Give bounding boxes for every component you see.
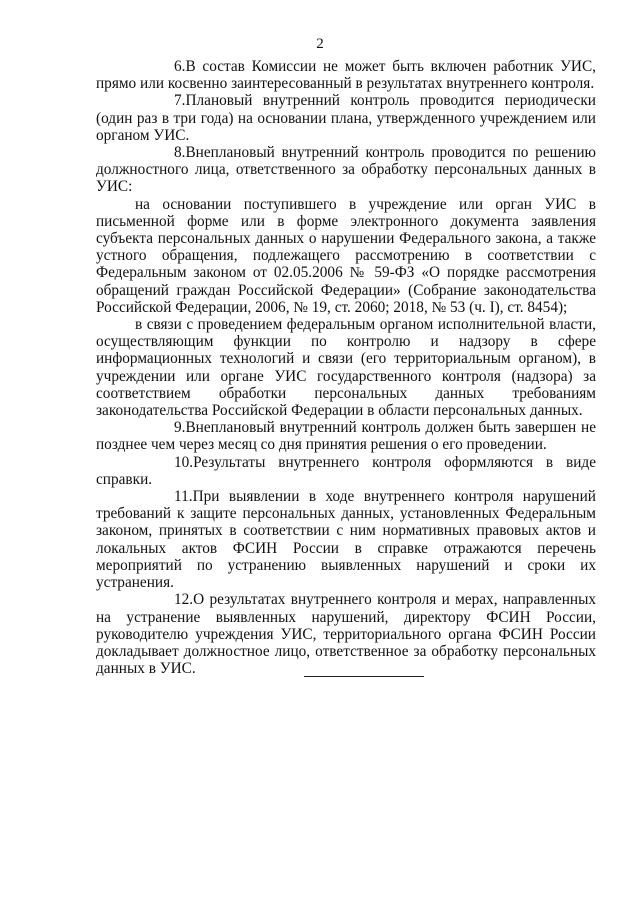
paragraph-number: 7. [174,92,186,110]
paragraph-number: 9. [174,419,186,437]
paragraph-12 [96,591,596,677]
closing-divider-line [304,676,424,677]
paragraph-number: 6. [174,58,186,75]
paragraph-8-item-2 [96,316,596,419]
paragraph-8-item-1 [96,196,596,316]
paragraph-text: на основании поступившего в учреждение или орган УИС в письменной форме или в форме электронного документа заявления субъекта персональных данных о нарушении Федерального закона, а также устного обращения, подлежащего рассмотрению в соответствии с Федеральным законом от 02.05.2006 № 59-ФЗ «О порядке рассмотрения обращений граждан Российской Федерации» (Собрание законодательства Российской Федерации, 2006, № 19, ст. 2060; 2018, № 53 (ч. I), ст. 8454); [96,195,596,316]
paragraph-number: 8. [174,144,186,162]
paragraph-text: Внеплановый внутренний контроль проводится по решению должностного лица, ответственного за обработку персональных данных в УИС: [96,144,596,196]
paragraph-8 [96,144,596,196]
paragraph-6 [96,58,596,92]
paragraph-text: В состав Комиссии не может быть включен работник УИС, прямо или косвенно заинтересованный в результатах внутреннего контроля. [96,58,596,93]
document-body [96,58,596,677]
paragraph-number: 10. [174,453,194,471]
page-number: 2 [316,36,324,52]
paragraph-7 [96,92,596,144]
paragraph-number: 12. [174,591,194,609]
paragraph-11 [96,488,596,591]
paragraph-10 [96,454,596,488]
paragraph-text: Результаты внутреннего контроля оформляются в виде справки. [96,453,596,488]
paragraph-9 [96,419,596,453]
paragraph-text: Плановый внутренний контроль проводится периодически (один раз в три года) на основании плана, утвержденного учреждением или органом УИС. [96,92,596,144]
paragraph-text: О результатах внутреннего контроля и мерах, направленных на устранение выявленных нарушений, директору ФСИН России, руководителю учреждения УИС, территориального органа ФСИН России докладывает должностное лицо, ответственное за обработку персональных данных в УИС. [96,591,596,678]
paragraph-text: в связи с проведением федеральным органом исполнительной власти, осуществляющим функции по контролю и надзору в сфере информационных технологий и связи (его территориальным органом), в учреждении или органе УИС государственного контроля (надзора) за соответствием обработки персональных данных требованиям законодательства Российской Федерации в области персональных данных. [96,316,596,420]
paragraph-text: Внеплановый внутренний контроль должен быть завершен не позднее чем через месяц со дня принятия решения о его проведении. [96,419,596,454]
paragraph-text: При выявлении в ходе внутреннего контроля нарушений требований к защите персональных данных, установленных Федеральным законом, принятых в соответствии с ним нормативных правовых актов и локальных актов ФСИН России в справке отражаются перечень мероприятий по устранению выявленных нарушений и сроки их устранения. [96,488,596,592]
paragraph-number: 11. [174,488,193,506]
